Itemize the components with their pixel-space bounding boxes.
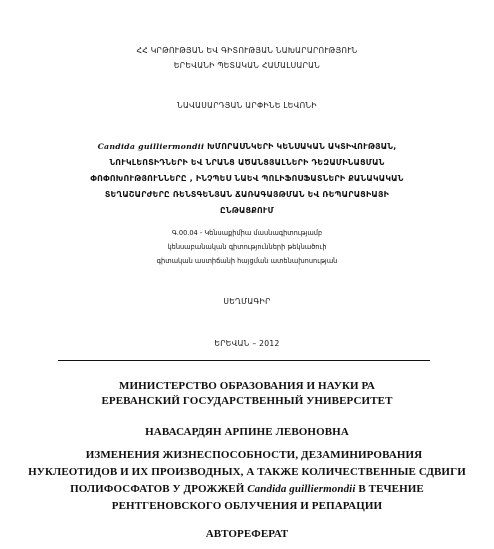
- russian-title-line-4: РЕНТГЕНОВСКОГО ОБЛУЧЕНИЯ И РЕПАРАЦИИ: [111, 500, 383, 512]
- russian-title-species: Candida guilliermondii: [247, 483, 356, 495]
- armenian-author-name: ՆԱՎԱՍԱՐԴՅԱՆ ԱՐՓԻՆԵ ԼԵՎՈՆԻ: [177, 101, 317, 110]
- russian-author-name: НАВАСАРДЯН АРПИНЕ ЛЕВОНОВНА: [145, 426, 349, 438]
- russian-title-line-3: [0, 483, 494, 495]
- armenian-title-line-1-text: ԽՄՈՐԱՍՆԿԵՐԻ ԿԵՆՍԱԿԱՆ ԱԿՏԻՎՈՒԹՅԱՆ,: [204, 142, 397, 151]
- armenian-ministry-line-1: ՀՀ ԿՐԹՈՒԹՅԱՆ ԵՎ ԳԻՏՈՒԹՅԱՆ ՆԱԽԱՐԱՐՈՒԹՅՈՒՆ: [136, 46, 358, 55]
- armenian-title-species: Candida guilliermondii: [97, 142, 205, 151]
- armenian-title-line-5: ԸՆԹԱՑՔՈՒՄ: [220, 206, 274, 215]
- russian-abstract-label: АВТОРЕФЕРАТ: [205, 528, 289, 540]
- russian-university-line: ЕРЕВАНСКИЙ ГОСУДАРСТВЕННЫЙ УНИВЕРСИТЕТ: [101, 395, 393, 407]
- armenian-title-line-3: ՓՈՓՈԽՈՒԹՅՈՒՆՆԵՐԸ , ԻՆՉՊԵՍ ՆԱԵՎ ՊՈԼԻՖՈՍՖԱՏՆԵՐԻ ՔԱՆԱԿԱԿԱՆ: [90, 174, 404, 183]
- armenian-specialty-line-1: Գ.00.04 - Կենսաքիմիա մասնագիտությամբ: [171, 229, 323, 237]
- armenian-abstract-label: ՍԵՂՄԱԳԻՐ: [223, 297, 271, 306]
- armenian-title-line-2: ՆՈՒԿԼԵՈՏԻԴՆԵՐԻ ԵՎ ՆՐԱՆՑ ԱԾԱՆՑՅԱԼՆԵՐԻ ԴԵԶԱՄԻՆԱՑՄԱՆ: [109, 158, 385, 167]
- armenian-specialty-line-2: կենսաբանական գիտությունների թեկնածուի: [167, 243, 327, 251]
- section-divider: [58, 360, 430, 361]
- russian-title-line-2: НУКЛЕОТИДОВ И ИХ ПРОИЗВОДНЫХ, А ТАКЖЕ КОЛИЧЕСТВЕННЫЕ СДВИГИ: [28, 466, 466, 478]
- armenian-title-line-4: ՏԵՂԱՇԱՐԺԵՐԸ ՌԵՆՏԳԵՆՅԱՆ ՃԱՌԱԳԱՅԹՄԱՆ ԵՎ ՌԵՊԱՐԱՑԻԱՅԻ: [104, 190, 390, 199]
- armenian-city-year: ԵՐԵՎԱՆ – 2012: [214, 339, 280, 348]
- russian-ministry-line-1: МИНИСТЕРСТВО ОБРАЗОВАНИЯ И НАУКИ РА: [119, 380, 375, 392]
- armenian-university-line: ԵՐԵՎԱՆԻ ՊԵՏԱԿԱՆ ՀԱՄԱԼՍԱՐԱՆ: [173, 61, 321, 70]
- russian-title-line-1: ИЗМЕНЕНИЯ ЖИЗНЕСПОСОБНОСТИ, ДЕЗАМИНИРОВАНИЯ: [85, 449, 423, 461]
- russian-title-line-3-pre: ПОЛИФОСФАТОВ У ДРОЖЖЕЙ: [70, 483, 248, 495]
- armenian-specialty-line-3: գիտական աստիճանի հայցման ատենախոսության: [156, 257, 338, 265]
- russian-title-line-3-post: В ТЕЧЕНИЕ: [355, 483, 424, 495]
- armenian-title-line-1: [0, 142, 494, 151]
